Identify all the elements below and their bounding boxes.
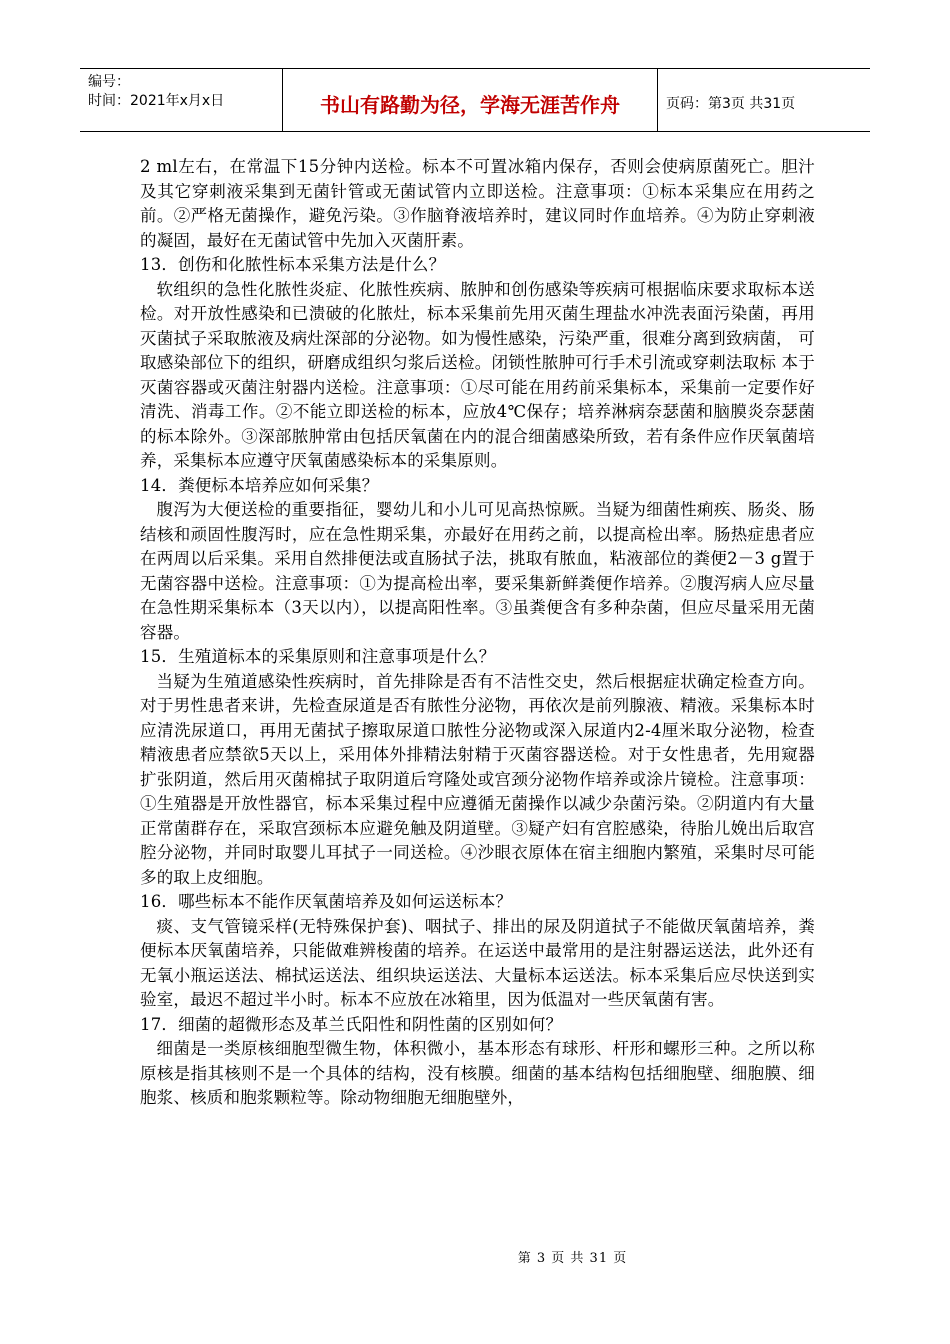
header-motto: 书山有路勤为径，学海无涯苦作舟	[283, 69, 658, 131]
header-meta	[80, 69, 283, 131]
document-body	[140, 155, 815, 1111]
question-13-heading: 13．创伤和化脓性标本采集方法是什么？	[140, 255, 446, 274]
document-time-label: 时间：2021年x月x日	[88, 93, 225, 109]
header-page-info: 页码：第3页 共31页	[666, 96, 796, 112]
document-header	[80, 68, 870, 132]
question-15-heading: 15．生殖道标本的采集原则和注意事项是什么？	[140, 647, 496, 666]
document-code-label: 编号：	[88, 74, 130, 90]
page-footer: 第 3 页 共 31 页	[517, 1251, 628, 1266]
answer-17-paragraph: 细菌是一类原核细胞型微生物，体积微小，基本形态有球形、杆形和螺形三种。之所以称原核是指其核则不是一个具体的结构，没有核膜。细菌的基本结构包括细胞壁、细胞膜、细胞浆、核质和胞浆颗粒等。除动物细胞无细胞壁外，	[140, 1039, 815, 1107]
question-16-heading: 16．哪些标本不能作厌氧菌培养及如何运送标本？	[140, 892, 513, 911]
answer-16-paragraph: 痰、支气管镜采样(无特殊保护套)、咽拭子、排出的尿及阴道拭子不能做厌氧菌培养，粪便标本厌氧菌培养，只能做难辨梭菌的培养。在运送中最常用的是注射器运送法，此外还有无氧小瓶运送法、棉拭运送法、组织块运送法、大量标本运送法。标本采集后应尽快送到实验室，最迟不超过半小时。标本不应放在冰箱里，因为低温对一些厌氧菌有害。	[140, 916, 815, 1009]
answer-15-paragraph: 当疑为生殖道感染性疾病时，首先排除是否有不洁性交史，然后根据症状确定检查方向。对于男性患者来讲，先检查尿道是否有脓性分泌物，再依次是前列腺液、精液。采集标本时应清洗尿道口，再用无菌拭子擦取尿道口脓性分泌物或深入尿道内2-4厘米取分泌物，检查精液患者应禁欲5天以上，采用体外排精法射精于灭菌容器送检。对于女性患者，先用窥器扩张阴道，然后用灭菌棉拭子取阴道后穹隆处或宫颈分泌物作培养或涂片镜检。注意事项：①生殖器是开放性器官，标本采集过程中应遵循无菌操作以减少杂菌污染。②阴道内有大量正常菌群存在，采取宫颈标本应避免触及阴道壁。③疑产妇有宫腔感染，待胎儿娩出后取宫腔分泌物，并同时取婴儿耳拭子一同送检。④沙眼衣原体在宿主细胞内繁殖，采集时尽可能多的取上皮细胞。	[140, 671, 815, 887]
question-14-heading: 14．粪便标本培养应如何采集？	[140, 475, 379, 495]
paragraph-continued: 2 ml左右，在常温下15分钟内送检。标本不可置冰箱内保存，否则会使病原菌死亡。胆汁及其它穿刺液采集到无菌针管或无菌试管内立即送检。注意事项：①标本采集应在用药之前。②严格无菌操作，避免污染。③作脑脊液培养时，建议同时作血培养。④为防止穿刺液的凝固，最好在无菌试管中先加入灭菌肝素。	[140, 157, 815, 250]
answer-14-paragraph: 腹泻为大便送检的重要指征，婴幼儿和小儿可见高热惊厥。当疑为细菌性痢疾、肠炎、肠结核和顽固性腹泻时，应在急性期采集，亦最好在用药之前，以提高检出率。肠热症患者应在两周以后采集。采用自然排便法或直肠拭子法，挑取有脓血，粘液部位的粪便2－3 g置于无菌容器中送检。注意事项：①为提高检出率，要采集新鲜粪便作培养。②腹泻病人应尽量在急性期采集标本（3天以内），以提高阳性率。③虽粪便含有多种杂菌，但应尽量采用无菌容器。	[140, 500, 815, 642]
question-17-heading: 17．细菌的超微形态及革兰氏阳性和阴性菌的区别如何？	[140, 1014, 563, 1034]
answer-13-paragraph: 软组织的急性化脓性炎症、化脓性疾病、脓肿和创伤感染等疾病可根据临床要求取标本送检。对开放性感染和已溃破的化脓灶，标本采集前先用灭菌生理盐水冲洗表面污染菌，再用灭菌拭子采取脓液及病灶深部的分泌物。如为慢性感染，污染严重，很难分离到致病菌， 可取感染部位下的组织，研磨成组织匀浆后送检。闭锁性脓肿可行手术引流或穿刺法取标 本于灭菌容器或灭菌注射器内送检。注意事项：①尽可能在用药前采集标本，采集前一定要作好清洗、消毒工作。②不能立即送检的标本，应放4℃保存；培养淋病奈瑟菌和脑膜炎奈瑟菌的标本除外。③深部脓肿常由包括厌氧菌在内的混合细菌感染所致，若有条件应作厌氧菌培养，采集标本应遵守厌氧菌感染标本的采集原则。	[140, 279, 815, 470]
